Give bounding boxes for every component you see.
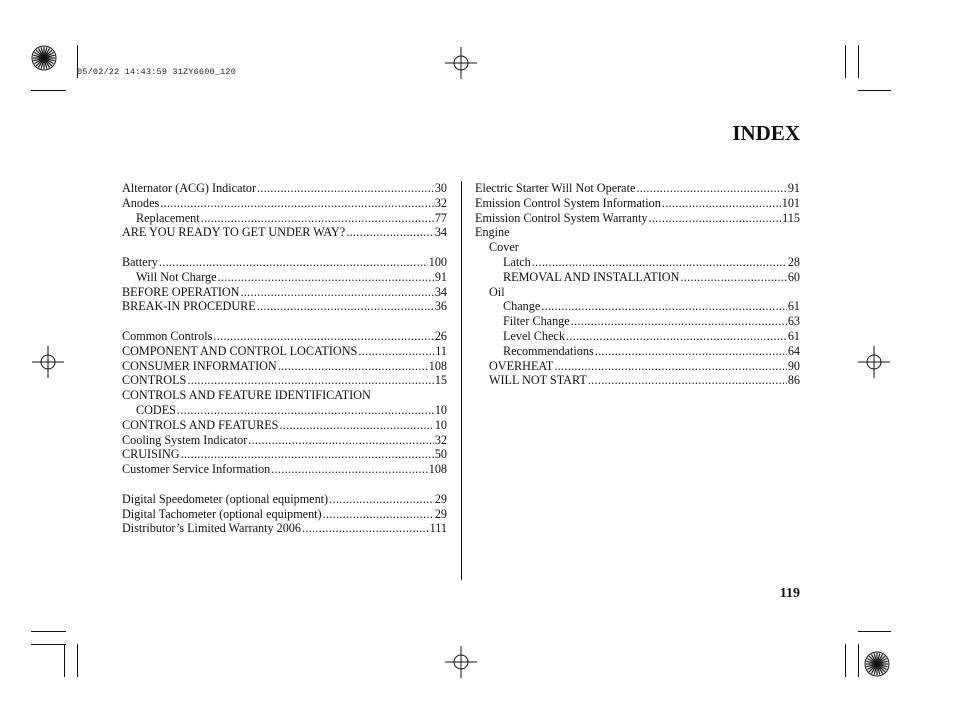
index-entry-label: CONTROLS AND FEATURE IDENTIFICATION xyxy=(122,388,371,403)
index-entry-label: Digital Speedometer (optional equipment) xyxy=(122,491,329,506)
index-entry-label: WILL NOT START xyxy=(489,373,587,388)
index-entry xyxy=(122,388,447,403)
index-entry-page: 36 xyxy=(434,299,447,314)
dot-leader xyxy=(257,299,434,314)
index-entry xyxy=(475,196,800,211)
index-entry-label: Electric Starter Will Not Operate xyxy=(475,181,636,195)
dot-leader xyxy=(554,359,786,374)
index-entry-label: Anodes xyxy=(122,195,160,210)
dot-leader xyxy=(648,211,781,226)
dot-leader xyxy=(329,492,434,507)
index-spacer xyxy=(122,314,447,329)
index-entry-label: Change xyxy=(503,299,541,314)
index-entry xyxy=(122,492,447,507)
print-job-code: 05/02/22 14:43:59 31ZY6600_120 xyxy=(77,67,237,77)
index-entry xyxy=(122,462,447,477)
index-entry-page: 30 xyxy=(434,181,447,195)
index-entry-label: Filter Change xyxy=(503,314,570,329)
index-entry-label: REMOVAL AND INSTALLATION xyxy=(503,269,680,284)
dot-leader xyxy=(257,181,434,196)
dot-leader xyxy=(177,403,434,418)
index-entry-page: 32 xyxy=(434,195,447,210)
index-entry-page: 34 xyxy=(434,225,447,240)
index-entry-label: BEFORE OPERATION xyxy=(122,284,240,299)
index-spacer xyxy=(122,477,447,492)
dot-leader xyxy=(181,447,434,462)
index-entry-page: 91 xyxy=(434,269,447,284)
dot-leader xyxy=(595,344,787,359)
index-entry-page: 61 xyxy=(787,299,800,314)
crop-mark xyxy=(858,631,891,632)
index-entry-page: 29 xyxy=(434,491,447,506)
dot-leader xyxy=(218,270,434,285)
index-entry xyxy=(122,507,447,522)
index-entry xyxy=(122,403,447,418)
index-entry xyxy=(475,240,800,255)
dot-leader xyxy=(571,314,787,329)
crop-mark xyxy=(845,644,846,677)
dot-leader xyxy=(302,521,429,536)
index-entry-label: CRUISING xyxy=(122,447,180,462)
index-column-left xyxy=(122,181,447,536)
index-entry-page: 26 xyxy=(434,328,447,343)
index-entry-label: OVERHEAT xyxy=(489,358,554,373)
index-entry xyxy=(475,255,800,270)
index-entry-label: Digital Tachometer (optional equipment) xyxy=(122,506,322,521)
index-entry-page: 101 xyxy=(781,195,800,210)
index-entry-label: Common Controls xyxy=(122,328,213,343)
index-entry-page: 77 xyxy=(434,210,447,225)
index-entry-label: Alternator (ACG) Indicator xyxy=(122,181,257,195)
page-title: INDEX xyxy=(732,121,800,145)
dot-leader xyxy=(279,418,433,433)
index-entry xyxy=(122,521,447,536)
dot-leader xyxy=(248,433,434,448)
crop-mark xyxy=(858,45,859,78)
index-entry-label: Recommendations xyxy=(503,343,594,358)
crop-mark xyxy=(77,644,78,677)
index-entry xyxy=(122,196,447,211)
starburst-registration-icon xyxy=(31,45,57,71)
starburst-registration-icon xyxy=(864,651,890,677)
index-entry-label: Replacement xyxy=(136,210,200,225)
dot-leader xyxy=(187,373,433,388)
index-entry-page: 61 xyxy=(787,328,800,343)
index-entry xyxy=(475,225,800,240)
index-entry-label: Emission Control System Information xyxy=(475,195,661,210)
dot-leader xyxy=(159,255,428,270)
index-entry-page: 115 xyxy=(782,210,800,225)
registration-target-icon xyxy=(32,346,64,378)
index-entry xyxy=(122,447,447,462)
index-entry-label: Emission Control System Warranty xyxy=(475,210,648,225)
crop-mark xyxy=(845,45,846,78)
index-entry xyxy=(475,211,800,226)
dot-leader xyxy=(662,196,781,211)
index-entry xyxy=(475,299,800,314)
index-entry-label: Level Check xyxy=(503,328,565,343)
index-entry xyxy=(122,270,447,285)
index-entry xyxy=(122,299,447,314)
index-entry-page: 86 xyxy=(787,373,800,388)
index-entry xyxy=(122,181,447,196)
index-entry-page: 91 xyxy=(787,181,800,195)
index-entry xyxy=(475,314,800,329)
index-entry-page: 50 xyxy=(434,447,447,462)
index-entry-label: COMPONENT AND CONTROL LOCATIONS xyxy=(122,343,358,358)
index-entry xyxy=(122,285,447,300)
index-entry-label: CONTROLS AND FEATURES xyxy=(122,417,279,432)
index-entry-label: Engine xyxy=(475,225,510,240)
crop-mark xyxy=(31,631,66,632)
dot-leader xyxy=(160,196,434,211)
dot-leader xyxy=(346,225,434,240)
crop-mark xyxy=(858,90,891,91)
index-column-right xyxy=(475,181,800,388)
crop-mark xyxy=(64,644,65,677)
column-divider xyxy=(461,181,462,580)
crop-mark xyxy=(858,644,859,677)
index-entry-page: 64 xyxy=(787,343,800,358)
dot-leader xyxy=(323,507,434,522)
index-entry-page: 100 xyxy=(428,254,447,269)
index-entry xyxy=(475,329,800,344)
index-entry xyxy=(122,255,447,270)
dot-leader xyxy=(532,255,787,270)
index-entry xyxy=(122,418,447,433)
registration-target-icon xyxy=(445,646,477,678)
index-entry xyxy=(475,181,800,196)
index-entry xyxy=(122,211,447,226)
index-entry-page: 90 xyxy=(787,358,800,373)
index-entry-label: Oil xyxy=(489,284,505,299)
index-entry-page: 28 xyxy=(787,254,800,269)
page-number: 119 xyxy=(779,586,800,601)
registration-target-icon xyxy=(858,346,890,378)
index-entry-label: Latch xyxy=(503,254,531,269)
index-entry-page: 10 xyxy=(434,417,447,432)
dot-leader xyxy=(636,181,786,196)
index-entry-label: CONSUMER INFORMATION xyxy=(122,358,277,373)
index-entry-page: 108 xyxy=(428,462,447,477)
index-entry-page: 10 xyxy=(434,402,447,417)
dot-leader xyxy=(541,299,787,314)
dot-leader xyxy=(588,373,787,388)
index-entry xyxy=(122,329,447,344)
index-entry-page: 29 xyxy=(434,506,447,521)
index-entry xyxy=(475,285,800,300)
index-entry-page: 60 xyxy=(787,269,800,284)
index-entry xyxy=(122,373,447,388)
dot-leader xyxy=(213,329,433,344)
index-entry xyxy=(122,359,447,374)
index-entry xyxy=(475,270,800,285)
index-entry-label: Cooling System Indicator xyxy=(122,432,248,447)
index-entry-label: BREAK-IN PROCEDURE xyxy=(122,299,256,314)
index-entry-label: Distributor’s Limited Warranty 2006 xyxy=(122,521,301,536)
index-entry-label: Will Not Charge xyxy=(136,269,217,284)
dot-leader xyxy=(201,211,434,226)
registration-target-icon xyxy=(445,47,477,79)
index-entry-label: Customer Service Information xyxy=(122,462,271,477)
index-entry-label: Cover xyxy=(489,240,519,255)
index-entry xyxy=(475,344,800,359)
index-entry-page: 111 xyxy=(429,521,447,536)
index-entry-label: CODES xyxy=(136,402,176,417)
index-entry-label: CONTROLS xyxy=(122,373,187,388)
index-entry-page: 15 xyxy=(434,373,447,388)
index-entry-page: 32 xyxy=(434,432,447,447)
index-entry-page: 63 xyxy=(787,314,800,329)
index-spacer xyxy=(122,240,447,255)
index-entry xyxy=(475,373,800,388)
crop-mark xyxy=(31,644,66,645)
dot-leader xyxy=(680,270,786,285)
index-entry xyxy=(122,225,447,240)
dot-leader xyxy=(278,359,428,374)
dot-leader xyxy=(566,329,787,344)
index-entry xyxy=(122,433,447,448)
crop-mark xyxy=(31,90,66,91)
index-entry-label: Battery xyxy=(122,254,158,269)
dot-leader xyxy=(271,462,427,477)
dot-leader xyxy=(240,285,433,300)
dot-leader xyxy=(358,344,434,359)
index-entry-page: 11 xyxy=(435,343,447,358)
index-entry-page: 34 xyxy=(434,284,447,299)
index-entry-label: ARE YOU READY TO GET UNDER WAY? xyxy=(122,225,346,240)
index-entry xyxy=(475,359,800,374)
index-entry-page: 108 xyxy=(428,358,447,373)
index-entry xyxy=(122,344,447,359)
